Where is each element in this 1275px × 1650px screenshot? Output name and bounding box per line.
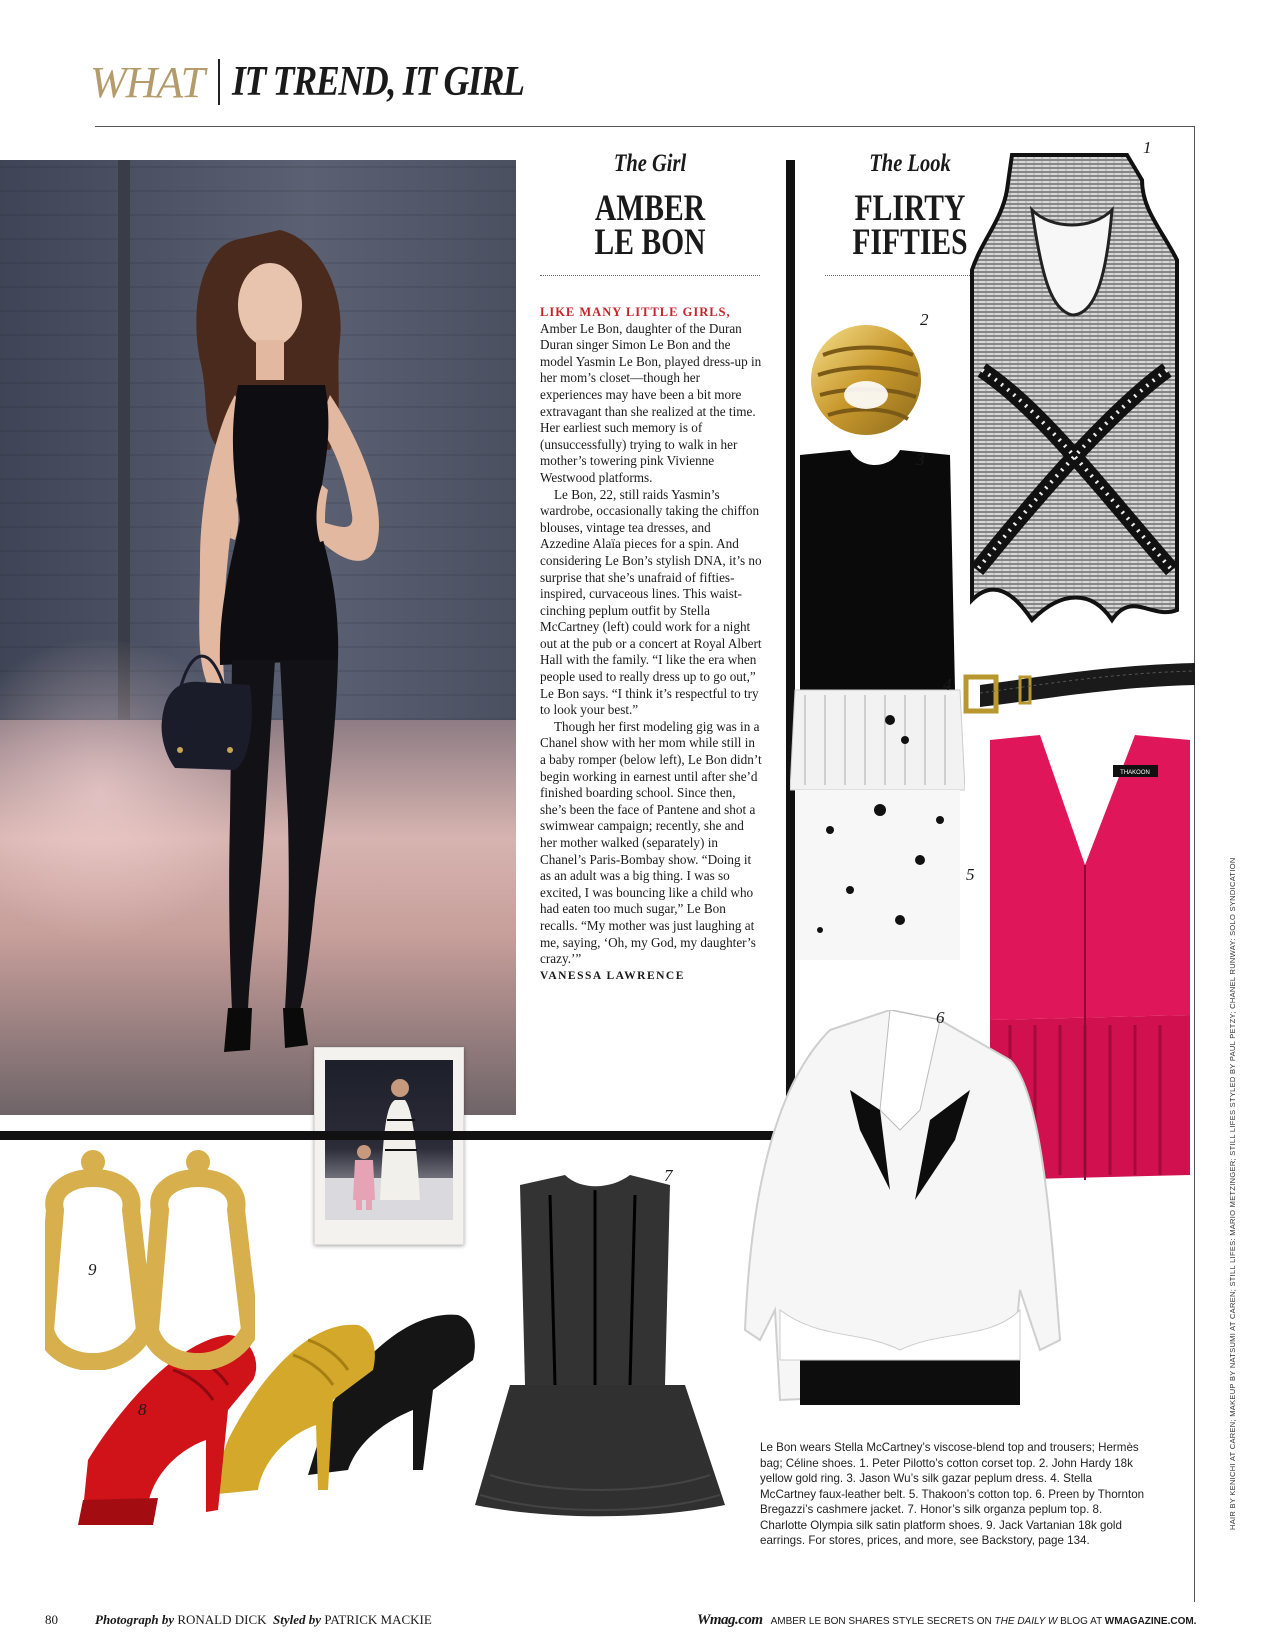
product-corset-top xyxy=(952,150,1192,650)
product-white-jacket xyxy=(740,1010,1080,1440)
item-number-9: 9 xyxy=(88,1260,97,1279)
article-lead: LIKE MANY LITTLE GIRLS, xyxy=(540,305,731,319)
styled-label: Styled by xyxy=(273,1612,322,1627)
runway-polaroid xyxy=(314,1047,464,1245)
look-kicker: The Look xyxy=(869,150,951,177)
item-number-5: 5 xyxy=(966,865,975,884)
promo-text-a: AMBER LE BON SHARES STYLE SECRETS ON xyxy=(770,1616,995,1627)
header-divider xyxy=(218,59,220,105)
page-title: IT TREND, IT GIRL xyxy=(232,59,524,105)
product-gold-earrings xyxy=(45,1150,255,1370)
runway-figures xyxy=(325,1060,453,1220)
look-name-line2: FIFTIES xyxy=(852,222,968,263)
article-paragraph-2: Le Bon, 22, still raids Yasmin’s wardrobe, occasionally taking the chiffon blouses, vintage tea dresses, and Azzedine Alaïa pieces for a spin. And considering Le Bon’s stylish DNA, it’s no surprise that she’s unafraid of fifties-inspired, curvaceous lines. This waist-cinching peplum outfit by Stella McCartney (left) could work for a night out at the pub or a concert at Royal Albert Hall with the family. “I like the era when people used to really dress up to go out,” Le Bon says. “I think it’s respectful to try to look your best.” xyxy=(540,486,762,718)
polaroid-photo xyxy=(325,1060,453,1220)
article-body xyxy=(540,304,762,984)
thakoon-label-text: THAKOON xyxy=(1120,770,1150,776)
article-paragraph-3: Though her first modeling gig was in a Chanel show with her mom while still in a baby romper (below left), Le Bon didn’t begin working in earnest until after she’d finished boarding school. Since then, she’s been the face of Pantene and shot a swimwear campaign; recently, she and her mother walked (separately) in Chanel’s Paris-Bombay show. “Doing it as an adult was a big thing. I was so excited, I was bouncing like a child who had eaten too much sugar,” Le Bon recalls. “My mother was just laughing at me, saying, ‘Oh, my God, my daughter’s crazy.’” xyxy=(540,718,762,967)
photo-pole xyxy=(118,160,130,720)
promo-blog-name: THE DAILY W xyxy=(994,1616,1058,1627)
promo-text-c: BLOG AT xyxy=(1057,1616,1105,1627)
look-name-line1: FLIRTY xyxy=(854,188,966,229)
product-belt xyxy=(960,655,1195,725)
article-paragraph-1: Amber Le Bon, daughter of the Duran Duran singer Simon Le Bon and the model Yasmin Le Bon, played dress-up in her mom’s closet—though her experiences may have been a bit more extravagant than she realized at the time. Her earliest such memory is of (unsuccessfully) trying to walk in her mother’s towering pink Vivienne Westwood platforms. xyxy=(540,320,762,485)
side-credit: HAIR BY KENICHI AT CAREN; MAKEUP BY NATSUMI AT CAREN; STILL LIFES: MARIO METZINGER; STILL LIFES STYLED BY PAUL PETZY; CHANEL RUNWAY: SOLO SYNDICATION xyxy=(1228,857,1237,1530)
product-organza-top xyxy=(470,1175,730,1535)
product-peplum-dress xyxy=(790,450,965,970)
girl-name xyxy=(562,188,738,263)
photo-label: Photograph by xyxy=(95,1612,175,1627)
item-number-2: 2 xyxy=(920,310,929,329)
product-gold-ring xyxy=(808,315,928,445)
photo-credit xyxy=(95,1612,432,1628)
girl-divider xyxy=(540,275,760,276)
item-number-7: 7 xyxy=(664,1166,673,1185)
frame-horizontal-bar xyxy=(0,1131,795,1140)
item-number-1: 1 xyxy=(1143,138,1152,157)
web-promo xyxy=(697,1612,1196,1629)
girl-kicker: The Girl xyxy=(613,150,687,177)
girl-name-line1: AMBER xyxy=(594,188,706,229)
page-number: 80 xyxy=(45,1612,58,1627)
photographer: RONALD DICK xyxy=(177,1612,267,1627)
model-figure xyxy=(140,220,420,1100)
top-rule xyxy=(95,126,1195,127)
main-photo xyxy=(0,160,516,1115)
site-name[interactable]: Wmag.com xyxy=(697,1612,763,1628)
page-header xyxy=(90,52,575,112)
item-number-6: 6 xyxy=(936,1008,945,1027)
item-number-8: 8 xyxy=(138,1400,147,1419)
stylist: PATRICK MACKIE xyxy=(324,1612,432,1627)
item-number-3: 3 xyxy=(916,450,925,469)
girl-name-line2: LE BON xyxy=(594,222,706,263)
promo-url[interactable]: WMAGAZINE.COM. xyxy=(1104,1616,1197,1627)
section-label: WHAT xyxy=(90,57,205,107)
article-byline: VANESSA LAWRENCE xyxy=(540,969,685,982)
product-caption: Le Bon wears Stella McCartney’s viscose-blend top and trousers; Hermès bag; Céline shoes. 1. Peter Pilotto’s cotton corset top. 2. John Hardy 18k yellow gold ring. 3. Jason Wu’s silk gazar peplum dress. 4. Stella McCartney faux-leather belt. 5. Thakoon’s cotton top. 6. Preen by Thornton Bregazzi’s cashmere jacket. 7. Honor’s silk organza peplum top. 8. Charlotte Olympia silk satin platform shoes. 9. Jack Vartanian 18k gold earrings. For stores, prices, and more, see Backstory, page 134. xyxy=(760,1441,1145,1547)
item-number-4: 4 xyxy=(943,675,952,694)
